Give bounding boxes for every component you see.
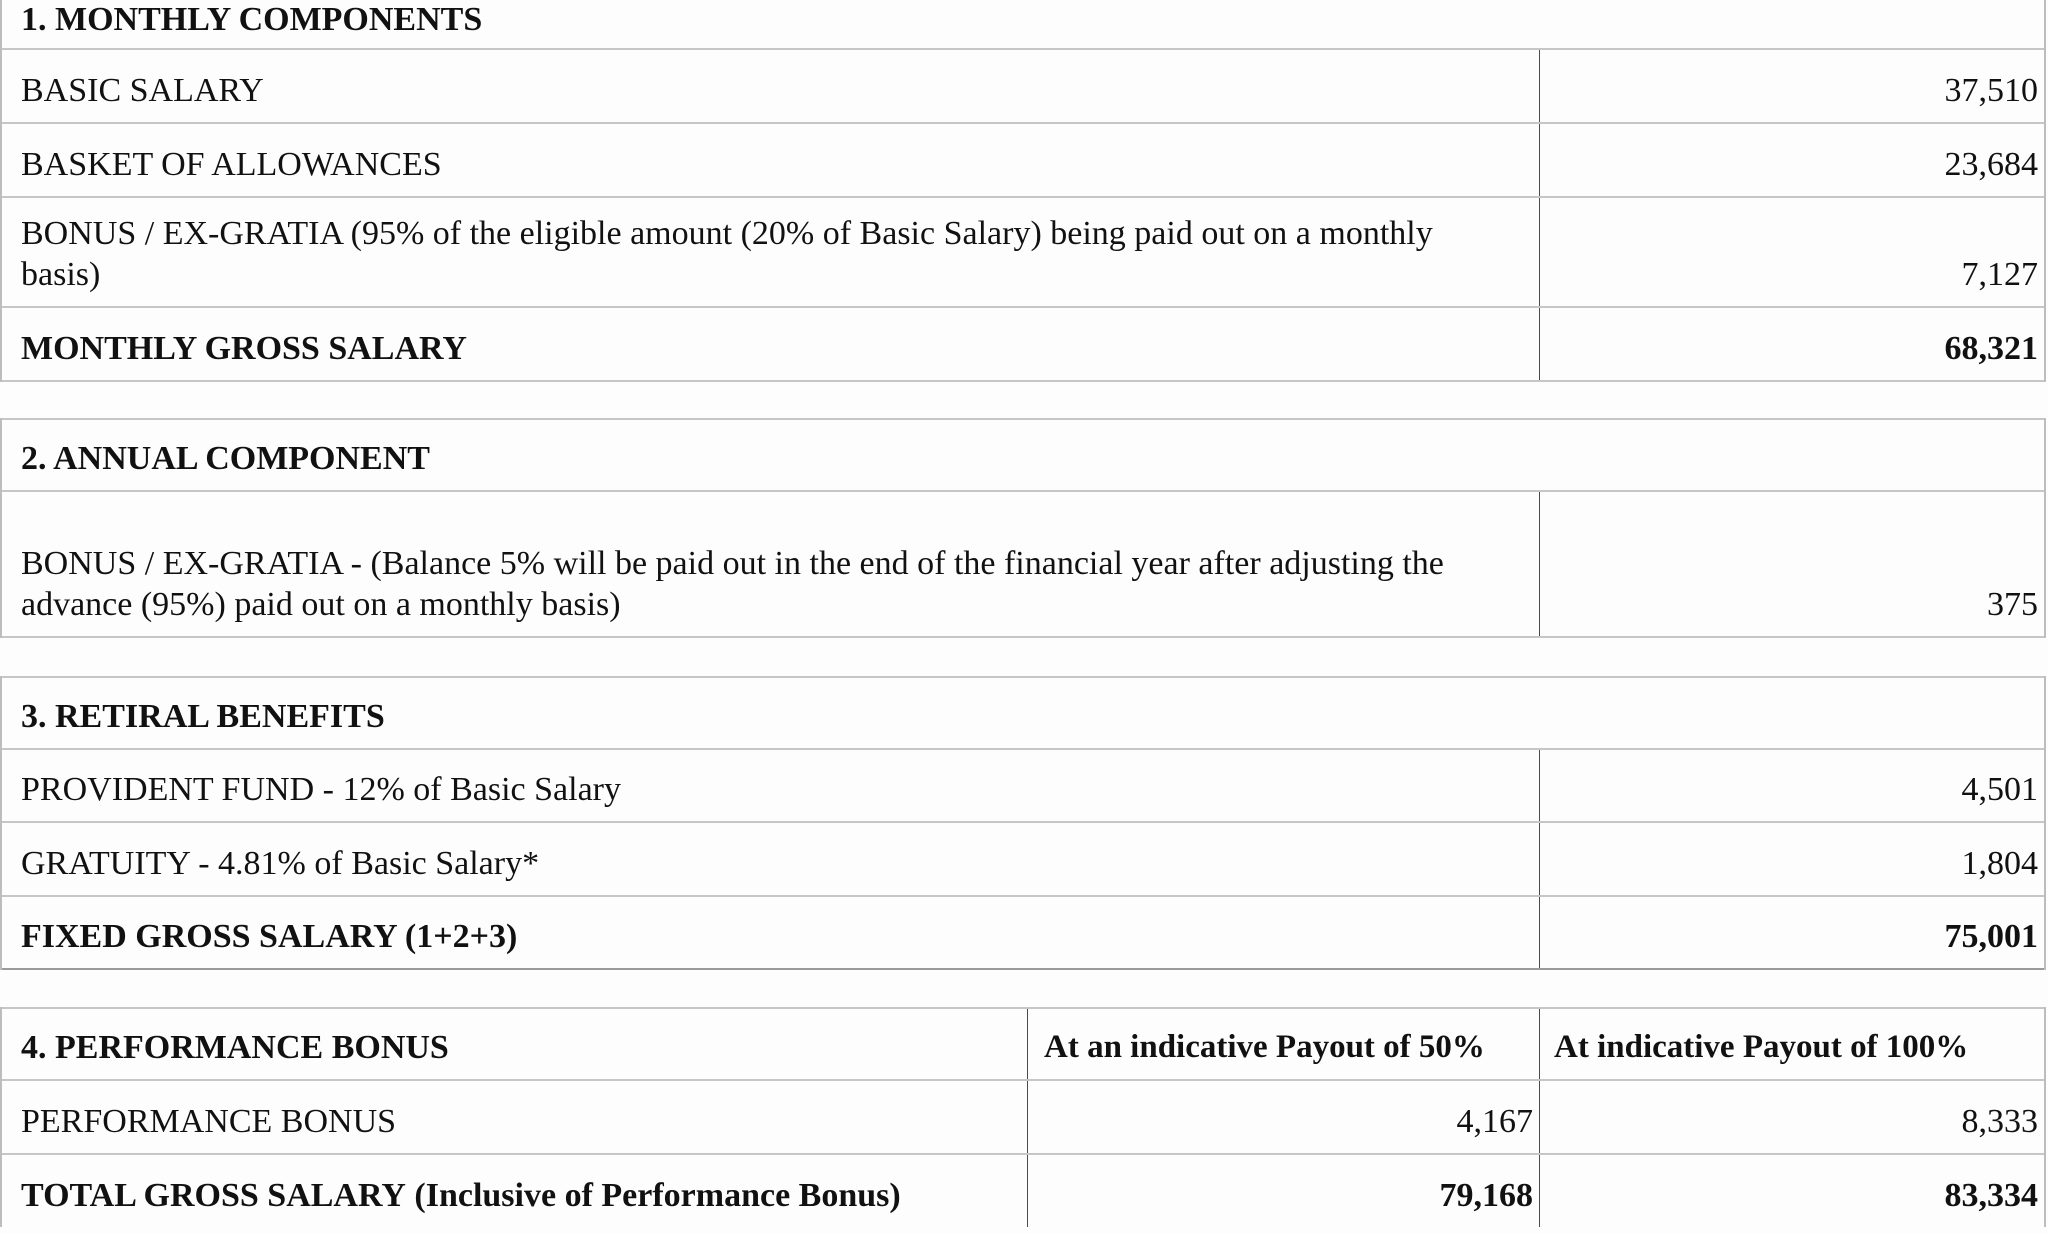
- row-label: PROVIDENT FUND - 12% of Basic Salary: [21, 771, 621, 808]
- row-label: GRATUITY - 4.81% of Basic Salary*: [21, 845, 540, 882]
- row-value: 7,127: [1539, 198, 2044, 306]
- total-value: 75,001: [1539, 897, 2044, 968]
- total-label: [2, 1155, 1027, 1227]
- total-row: [2, 897, 2044, 970]
- table-row: [2, 50, 2044, 124]
- row-label: BONUS / EX-GRATIA - (Balance 5% will be paid out in the end of the financial year after adjusting the advance (95%) paid out on a monthly basis): [21, 545, 1444, 623]
- section-title: 3. RETIRAL BENEFITS: [21, 698, 385, 735]
- row-value: 375: [1539, 492, 2044, 636]
- total-label: MONTHLY GROSS SALARY: [21, 330, 467, 367]
- section-header-row: [2, 0, 2044, 50]
- section-monthly-components: [0, 0, 2046, 382]
- table-row: [2, 124, 2044, 198]
- row-label: PERFORMANCE BONUS: [21, 1103, 397, 1140]
- section-header-row: [2, 676, 2044, 750]
- total-label-note: (Inclusive of Performance Bonus): [414, 1177, 901, 1214]
- row-label: BASKET OF ALLOWANCES: [21, 146, 442, 183]
- total-value-50: 79,168: [1027, 1155, 1539, 1227]
- table-row: [2, 1081, 2044, 1155]
- section-retiral-benefits: [0, 676, 2046, 970]
- row-value: 37,510: [1539, 50, 2044, 122]
- column-header-100: At indicative Payout of 100%: [1539, 1009, 2044, 1079]
- table-row: [2, 198, 2044, 308]
- section-header-row: [2, 418, 2044, 492]
- row-value: 4,501: [1539, 750, 2044, 821]
- section-header-row: [2, 1007, 2044, 1081]
- section-title: 4. PERFORMANCE BONUS: [21, 1029, 449, 1066]
- row-value-50: 4,167: [1027, 1081, 1539, 1153]
- total-label: FIXED GROSS SALARY (1+2+3): [21, 918, 518, 955]
- row-label: BONUS / EX-GRATIA (95% of the eligible amount (20% of Basic Salary) being paid out on a monthly basis): [21, 215, 1433, 293]
- section-performance-bonus: [0, 1007, 2046, 1227]
- section-annual-component: [0, 418, 2046, 638]
- row-value: 23,684: [1539, 124, 2044, 196]
- section-title: 2. ANNUAL COMPONENT: [21, 440, 430, 477]
- column-header-50: At an indicative Payout of 50%: [1027, 1009, 1539, 1079]
- row-label: BASIC SALARY: [21, 72, 264, 109]
- total-value: 68,321: [1539, 308, 2044, 380]
- total-row: [2, 1155, 2044, 1227]
- row-value: 1,804: [1539, 823, 2044, 895]
- total-value-100: 83,334: [1539, 1155, 2044, 1227]
- table-row: [2, 750, 2044, 823]
- total-label-main: TOTAL GROSS SALARY: [21, 1177, 406, 1214]
- total-row: [2, 308, 2044, 382]
- row-value-100: 8,333: [1539, 1081, 2044, 1153]
- table-row: [2, 823, 2044, 897]
- table-row: [2, 492, 2044, 638]
- section-title: 1. MONTHLY COMPONENTS: [21, 1, 483, 38]
